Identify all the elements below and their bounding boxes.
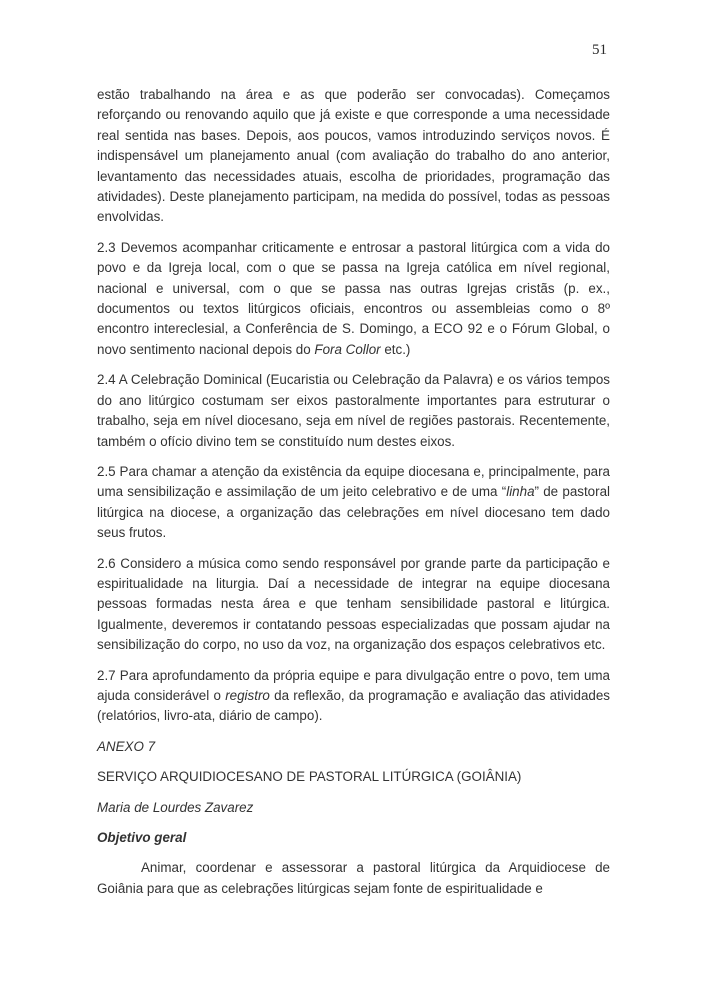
author-name: Maria de Lourdes Zavarez [97, 799, 254, 815]
paragraph-2-7 [97, 666, 610, 727]
paragraph-2-3-text: 2.3 Devemos acompanhar criticamente e entrosar a pastoral litúrgica com a vida do povo e da Igreja local, com o que se passa na Igreja católica em nível regional, nacional e universal, com o que se passa nas outras Igrejas cristãs (p. ex., documentos ou textos litúrgicos oficiais, encontros ou assembleias como o 8º encontro intereclesial, a Conferência de S. Domingo, a ECO 92 e o Fórum Global, o novo sentimento nacional depois do [97, 239, 610, 357]
paragraph-2-5-text-end: ” de pastoral litúrgica na diocese, a organização das celebrações em nível diocesano tem dado seus frutos. [97, 484, 611, 541]
paragraph-2-7-italic-term: registro [225, 687, 270, 703]
page-number: 51 [592, 42, 607, 58]
section-heading-objetivo-geral: Objetivo geral [97, 830, 187, 845]
paragraph-2-3-italic-term: Fora Collor [314, 341, 381, 357]
paragraph-2-7-text: 2.7 Para aprofundamento da própria equipe e para divulgação entre o povo, tem uma ajuda considerável o [97, 667, 610, 703]
paragraph-continuation: estão trabalhando na área e as que poderão ser convocadas). Começamos reforçando ou renovando aquilo que já existe e que corresponde a uma necessidade real sentida nas bases. Depois, aos poucos, vamos introduzindo serviços novos. É indispensável um planejamento anual (com avaliação do trabalho do ano anterior, levantamento das necessidades atuais, escolha de prioridades, programação das atividades). Deste planejamento participam, na medida do possível, todas as pessoas envolvidas. [97, 87, 610, 225]
paragraph-2-6: 2.6 Considero a música como sendo responsável por grande parte da participação e espiritualidade na liturgia. Daí a necessidade de integrar na equipe diocesana pessoas formadas nesta área e que tenham sensibilidade pastoral e litúrgica. Igualmente, deveremos ir contatando pessoas especializadas que possam ajudar na sensibilização do corpo, no uso da voz, na organização dos espaços celebrativos etc. [97, 555, 610, 653]
paragraph-2-4: 2.4 A Celebração Dominical (Eucaristia ou Celebração da Palavra) e os vários tempos do ano litúrgico costumam ser eixos pastoralmente importantes para estruturar o trabalho, seja em nível diocesano, seja em nível de regiões pastorais. Recentemente, também o ofício divino tem se constituído num destes eixos. [97, 372, 610, 449]
paragraph-2-3-text-end: etc.) [380, 341, 411, 357]
annex-subtitle: SERVIÇO ARQUIDIOCESANO DE PASTORAL LITÚRGICA (GOIÂNIA) [97, 769, 522, 785]
paragraph-2-7-text-end: da reflexão, da programação e avaliação das atividades (relatórios, livro-ata, diário de campo). [97, 687, 610, 724]
paragraph-2-5 [97, 462, 610, 544]
paragraph-2-5-text: 2.5 Para chamar a atenção da existência da equipe diocesana e, principalmente, para uma sensibilização e assimilação de um jeito celebrativo e de uma “ [97, 463, 610, 500]
paragraph-2-5-italic-term: linha [506, 484, 535, 500]
annex-title: ANEXO 7 [97, 738, 156, 754]
paragraph-2-3 [97, 238, 610, 360]
page-content [97, 85, 610, 909]
paragraph-objetivo-body: Animar, coordenar e assessorar a pastoral litúrgica da Arquidiocese de Goiânia para que as celebrações litúrgicas sejam fonte de espiritualidade e [97, 860, 610, 896]
